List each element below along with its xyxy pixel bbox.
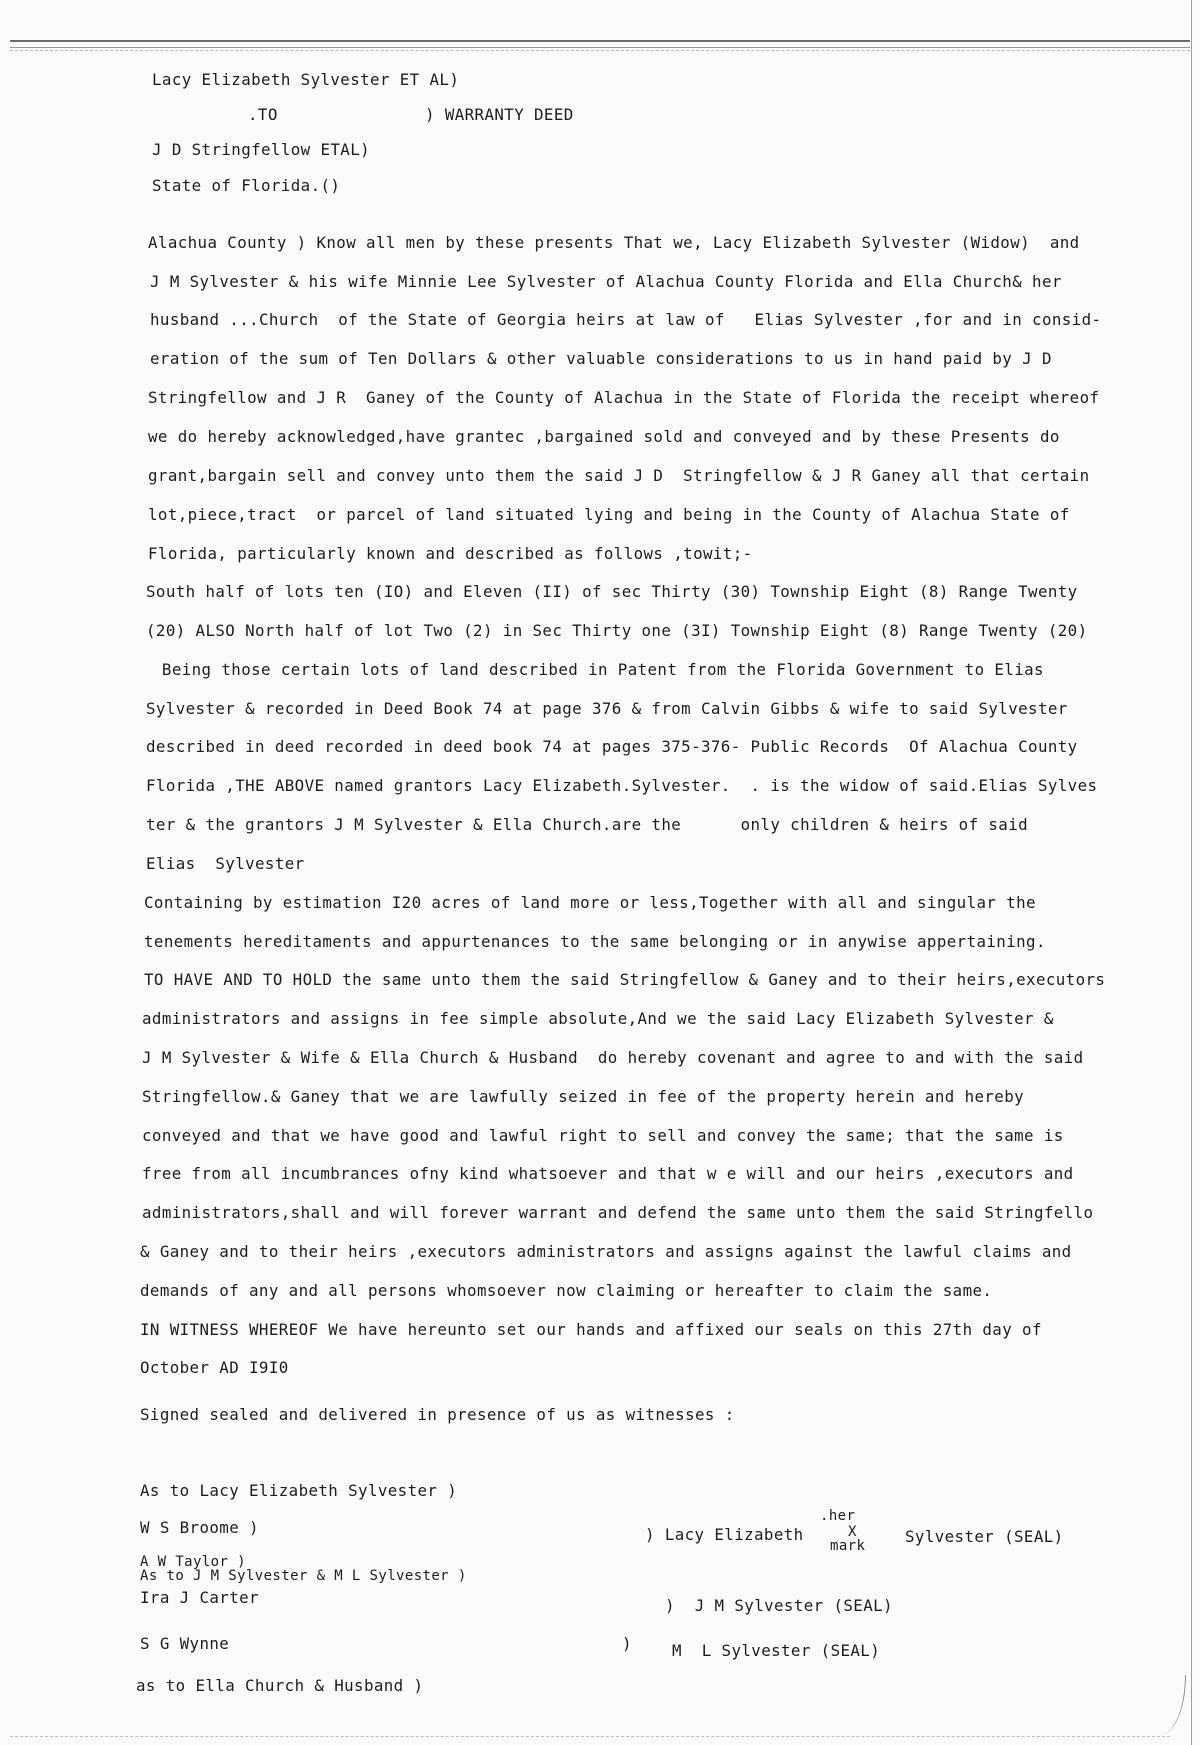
deed-body-line: we do hereby acknowledged,have grantec ,bargained sold and conveyed and by these Presents do [148,427,1060,446]
deed-body-line: (20) ALSO North half of lot Two (2) in Sec Thirty one (3I) Township Eight (8) Range Twenty (20) [146,621,1088,640]
deed-body-line: administrators and assigns in fee simple absolute,And we the said Lacy Elizabeth Sylvester & [142,1009,1054,1028]
witness-sg-wynne: S G Wynne [140,1634,230,1653]
caption-grantee: J D Stringfellow ETAL) [152,140,371,159]
deed-body-line: & Ganey and to their heirs ,executors administrators and assigns against the lawful claims and [140,1242,1072,1261]
witness-as-to-jm-ml: As to J M Sylvester & M L Sylvester ) [140,1568,467,1584]
deed-body-line: eration of the sum of Ten Dollars & other valuable considerations to us in hand paid by J D [150,349,1052,368]
caption-grantor: Lacy Elizabeth Sylvester ET AL) [152,70,460,89]
deed-body-line: Stringfellow and J R Ganey of the County of Alachua in the State of Florida the receipt whereof [148,388,1100,407]
signature-lacy-name: ) Lacy Elizabeth [645,1525,804,1544]
deed-body-line: J M Sylvester & Wife & Ella Church & Husband do hereby covenant and agree to and with the said [142,1048,1084,1067]
deed-body-line: grant,bargain sell and convey unto them the said J D Stringfellow & J R Ganey all that certain [148,466,1090,485]
witness-as-to-ella: as to Ella Church & Husband ) [136,1676,424,1695]
deed-body-line: Florida, particularly known and described as follows ,towit;- [148,544,753,563]
deed-body-line: Containing by estimation I20 acres of land more or less,Together with all and singular the [144,893,1036,912]
deed-body-line: described in deed recorded in deed book 74 at pages 375-376- Public Records Of Alachua County [146,737,1078,756]
deed-body-line: IN WITNESS WHEREOF We have hereunto set our hands and affixed our seals on this 27th day of [140,1320,1042,1339]
deed-body-line: husband ...Church of the State of Georgia heirs at law of Elias Sylvester ,for and in consid- [150,310,1102,329]
deed-body-line: Elias Sylvester [146,854,305,873]
deed-body-line: demands of any and all persons whomsoever now claiming or hereafter to claim the same. [140,1281,993,1300]
page-corner-curl [1159,1675,1186,1735]
witness-as-to-lacy: As to Lacy Elizabeth Sylvester ) [140,1481,458,1500]
page-bottom-edge [10,1736,1170,1737]
witness-ws-broome: W S Broome ) [140,1518,259,1537]
deed-body-line: conveyed and that we have good and lawful right to sell and convey the same; that the same is [142,1126,1064,1145]
deed-body-line: Florida ,THE ABOVE named grantors Lacy Elizabeth.Sylvester. . is the widow of said.Elias Sylves [146,776,1098,795]
deed-body-line: October AD I9I0 [140,1358,289,1377]
caption-to: .TO [248,105,278,124]
deed-body-line: Alachua County ) Know all men by these presents That we, Lacy Elizabeth Sylvester (Widow) and [148,233,1080,252]
witness-ira-carter: Ira J Carter [140,1588,259,1607]
signature-lacy-x-mark: X [848,1524,857,1540]
page-right-edge [1191,0,1192,1745]
deed-body-line: ter & the grantors J M Sylvester & Ella Church.are the only children & heirs of said [146,815,1029,834]
signature-ml: M L Sylvester (SEAL) [672,1641,881,1660]
witness-aw-taylor: A W Taylor ) [140,1554,246,1570]
deed-body-line: free from all incumbrances ofny kind whatsoever and that w e will and our heirs ,executors and [142,1164,1074,1183]
signature-lacy-surname: Sylvester (SEAL) [905,1527,1064,1546]
page-top-edge [10,40,1190,48]
caption-state: State of Florida.() [152,176,341,195]
caption-doc-type: ) WARRANTY DEED [425,105,574,124]
signature-lacy-mark-label: mark [830,1538,866,1554]
deed-body-line: Signed sealed and delivered in presence of us as witnesses : [140,1405,735,1424]
deed-body-line: TO HAVE AND TO HOLD the same unto them the said Stringfellow & Ganey and to their heirs,executors [144,970,1106,989]
deed-body-line: Stringfellow.& Ganey that we are lawfully seized in fee of the property herein and hereby [142,1087,1025,1106]
signature-lacy-her: .her [820,1508,856,1524]
signature-jm: ) J M Sylvester (SEAL) [665,1596,893,1615]
witness-sg-paren: ) [622,1634,632,1653]
deed-body-line: South half of lots ten (IO) and Eleven (II) of sec Thirty (30) Township Eight (8) Range Twenty [146,582,1078,601]
deed-body-line: J M Sylvester & his wife Minnie Lee Sylvester of Alachua County Florida and Ella Church& her [150,272,1062,291]
deed-body-line: lot,piece,tract or parcel of land situated lying and being in the County of Alachua State of [148,505,1070,524]
deed-body-line: tenements hereditaments and appurtenances to the same belonging or in anywise appertaining. [144,932,1046,951]
deed-body-line: Sylvester & recorded in Deed Book 74 at page 376 & from Calvin Gibbs & wife to said Sylvester [146,699,1068,718]
deed-body-line: administrators,shall and will forever warrant and defend the same unto them the said Stringfello [142,1203,1094,1222]
page-top-edge-shadow [10,50,1190,51]
deed-body-line: Being those certain lots of land described in Patent from the Florida Government to Elias [152,660,1044,679]
